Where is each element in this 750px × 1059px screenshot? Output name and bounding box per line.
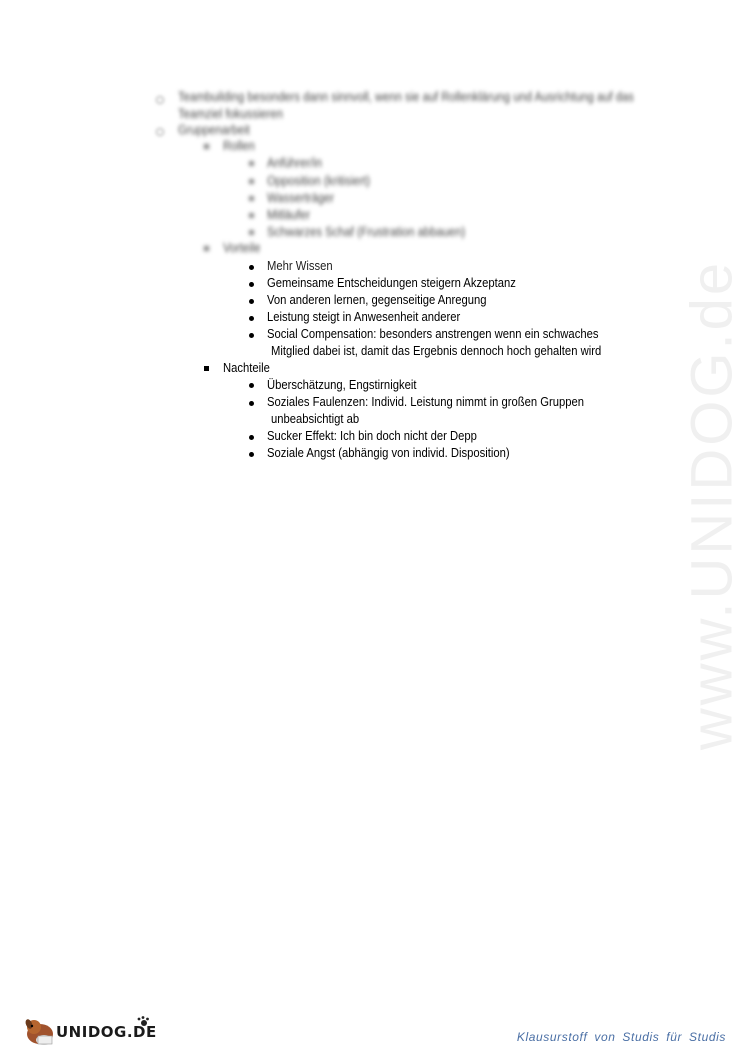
square-bullet (204, 366, 209, 371)
bullet (249, 299, 254, 304)
bullet (249, 401, 254, 406)
square-bullet (204, 246, 209, 251)
list-item: Mitläufer (267, 208, 311, 222)
bullet (249, 316, 254, 321)
bullet (249, 196, 254, 201)
list-item: Soziale Angst (abhängig von individ. Disposition) (267, 446, 510, 460)
bullet (249, 282, 254, 287)
bullet (249, 213, 254, 218)
square-bullet (204, 144, 209, 149)
list-item: Gemeinsame Entscheidungen steigern Akzeptanz (267, 276, 516, 290)
list-item: Von anderen lernen, gegenseitige Anregung (267, 293, 487, 307)
list-item: Leistung steigt in Anwesenheit anderer (267, 310, 461, 324)
section-label-rollen: Rollen (223, 139, 255, 153)
list-item: Überschätzung, Engstirnigkeit (267, 378, 417, 392)
list-item-continued: unbeabsichtigt ab (271, 412, 360, 426)
list-item: Wasserträger (267, 191, 335, 205)
bullet (249, 230, 254, 235)
bullet (249, 333, 254, 338)
list-item: Schwarzes Schaf (Frustration abbauen) (267, 225, 466, 239)
hollow-bullet (156, 128, 164, 136)
footer-tagline: Klausurstoff von Studis für Studis (516, 1030, 726, 1044)
bullet (249, 435, 254, 440)
bullet (249, 452, 254, 457)
outline-item: Gruppenarbeit (178, 123, 250, 137)
section-label-nachteile: Nachteile (223, 361, 270, 375)
bullet (249, 161, 254, 166)
logo-text: UNIDOG.DE (56, 1023, 157, 1041)
list-item: Mehr Wissen (267, 259, 333, 273)
hollow-bullet (156, 96, 164, 104)
list-item: Social Compensation: besonders anstrengen wenn ein schwaches (267, 327, 599, 341)
list-item: Anführer/in (267, 156, 323, 170)
list-item: Soziales Faulenzen: Individ. Leistung nimmt in großen Gruppen (267, 395, 585, 409)
list-item: Sucker Effekt: Ich bin doch nicht der Depp (267, 429, 477, 443)
bullet (249, 383, 254, 388)
section-label-vorteile: Vorteile (223, 241, 261, 255)
dog-icon (24, 1018, 53, 1045)
outline-item-continued: Teamziel fokussieren (178, 107, 284, 121)
bullet (249, 179, 254, 184)
list-item-continued: Mitglied dabei ist, damit das Ergebnis dennoch hoch gehalten wird (271, 344, 602, 358)
list-item: Opposition (kritisiert) (267, 174, 371, 188)
watermark: www.UNIDOG.de (679, 259, 745, 751)
outline-item: Teambuilding besonders dann sinnvoll, wenn sie auf Rollenklärung und Ausrichtung auf das (178, 90, 634, 104)
bullet (249, 265, 254, 270)
